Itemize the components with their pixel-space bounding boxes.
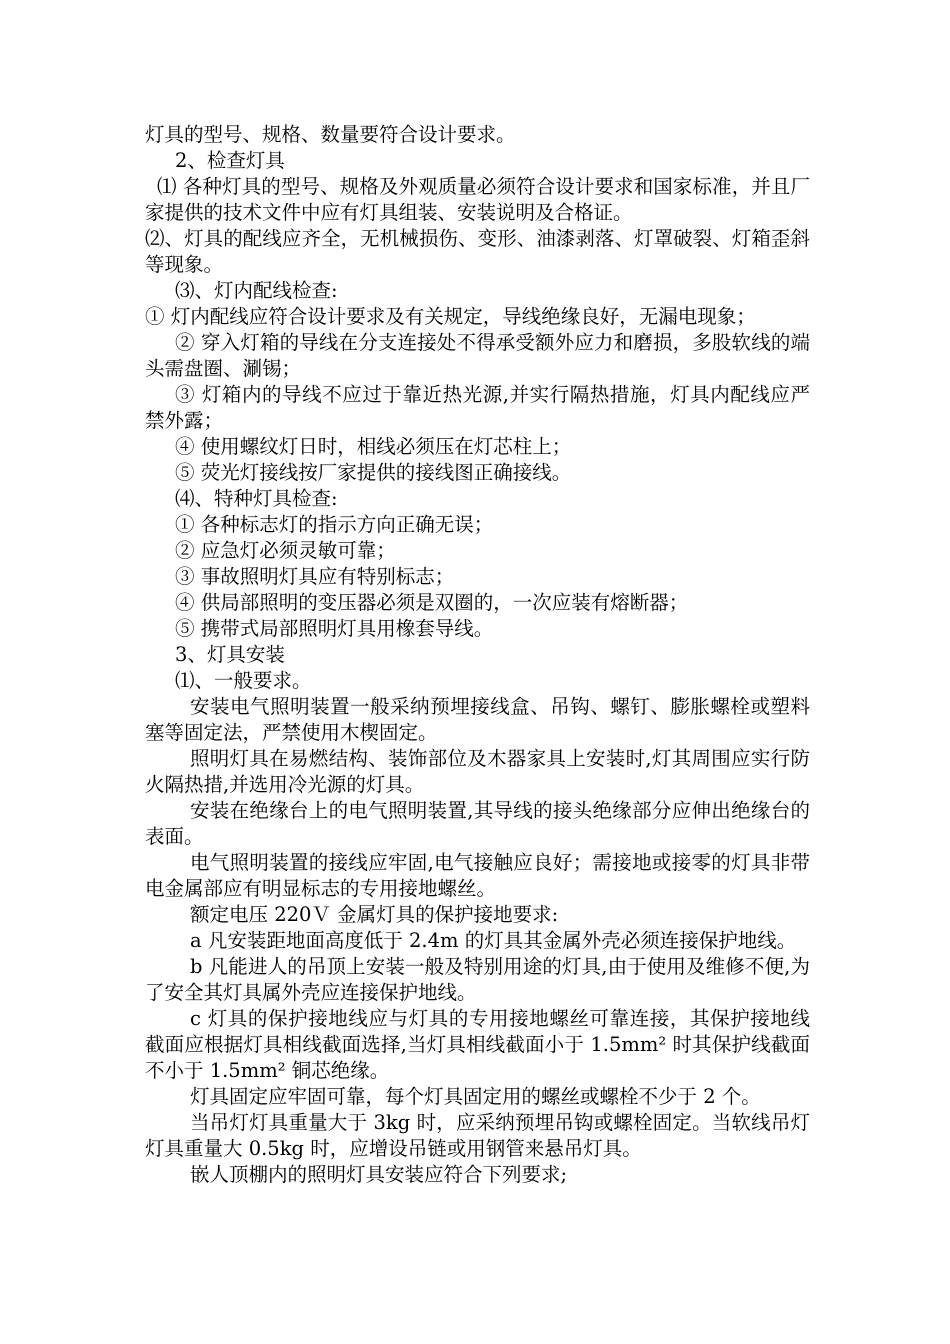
list-item-special-2: ② 应急灯必须灵敏可靠；: [175, 539, 396, 562]
subheading-special-lamps: ⑷、特种灯具检查:: [175, 487, 338, 510]
section-heading-install: 3、灯具安装: [175, 643, 285, 666]
list-item-b: b 凡能进人的吊顶上安装一般及特别用途的灯具,由于使用及维修不便,为了安全其灯具属外壳应连接保护地线。: [145, 955, 810, 1004]
section-heading-inspect-lamps: 2、检查灯具: [175, 149, 285, 172]
list-item-a: a 凡安装距地面高度低于 2.4m 的灯具其金属外壳必须连接保护地线。: [190, 929, 797, 952]
document-body: [145, 122, 810, 1188]
list-item-c: c 灯具的保护接地线应与灯具的专用接地螺丝可靠连接，其保护接地线截面应根据灯具相线截面选择,当灯具相线截面小于 1.5mm² 时其保护线截面不小于 1.5mm² 铜芯绝缘。: [145, 1007, 810, 1082]
subheading-general-requirements: ⑴、一般要求。: [175, 669, 312, 692]
list-item-special-1: ① 各种标志灯的指示方向正确无误；: [175, 513, 494, 536]
paragraph-fixing-screws: 灯具固定应牢固可靠，每个灯具固定用的螺丝或螺栓不少于 2 个。: [190, 1085, 761, 1108]
list-item-wiring-3: ③ 灯箱内的导线不应过于靠近热光源,并实行隔热措施，灯具内配线应严禁外露；: [145, 383, 810, 432]
paragraph-fixing-methods: 安装电气照明装置一般采纳预埋接线盒、吊钩、螺钉、膨胀螺栓或塑料塞等固定法，严禁使用木楔固定。: [145, 695, 810, 744]
list-item-special-4: ④ 供局部照明的变压器必须是双圈的，一次应装有熔断器；: [175, 591, 689, 614]
paragraph-item-1: ⑴ 各种灯具的型号、规格及外观质量必须符合设计要求和国家标准，并且厂家提供的技术文件中应有灯具组装、安装说明及合格证。: [145, 175, 810, 224]
paragraph-220v-grounding: 额定电压 220Ｖ 金属灯具的保护接地要求:: [190, 903, 559, 926]
paragraph-item-2: ⑵、灯具的配线应齐全，无机械损伤、变形、油漆剥落、灯罩破裂、灯箱歪斜等现象。: [145, 227, 810, 276]
list-item-special-3: ③ 事故照明灯具应有特别标志；: [175, 565, 455, 588]
paragraph-insulating-base: 安装在绝缘台上的电气照明装置,其导线的接头绝缘部分应伸出绝缘台的表面。: [145, 799, 810, 848]
paragraph-intro: 灯具的型号、规格、数量要符合设计要求。: [145, 123, 516, 146]
paragraph-grounding-screw: 电气照明装置的接线应牢固,电气接触应良好；需接地或接零的灯具非带电金属部应有明显标志的专用接地螺丝。: [145, 851, 810, 900]
list-item-wiring-4: ④ 使用螺纹灯日时，相线必须压在灯芯柱上；: [175, 435, 572, 458]
paragraph-pendant-weight: 当吊灯灯具重量大于 3kg 时，应采纳预埋吊钩或螺栓固定。当软线吊灯灯具重量大 0.5kg 时，应增设吊链或用钢管来悬吊灯具。: [145, 1111, 810, 1160]
list-item-wiring-2: ② 穿入灯箱的导线在分支连接处不得承受额外应力和磨损，多股软线的端头需盘圈、涮锡；: [145, 331, 810, 380]
paragraph-fire-insulation: 照明灯具在易燃结构、装饰部位及木器家具上安装时,灯其周围应实行防火隔热措,并选用冷光源的灯具。: [145, 747, 810, 796]
list-item-wiring-5: ⑤ 荧光灯接线按厂家提供的接线图正确接线。: [175, 461, 572, 484]
paragraph-recessed-ceiling: 嵌人顶棚内的照明灯具安装应符合下列要求;: [190, 1163, 568, 1186]
list-item-special-5: ⑤ 携带式局部照明灯具用橡套导线。: [175, 617, 494, 640]
subheading-internal-wiring: ⑶、灯内配线检查:: [175, 279, 338, 302]
list-item-wiring-1: ① 灯内配线应符合设计要求及有关规定，导线绝缘良好，无漏电现象；: [145, 305, 756, 328]
